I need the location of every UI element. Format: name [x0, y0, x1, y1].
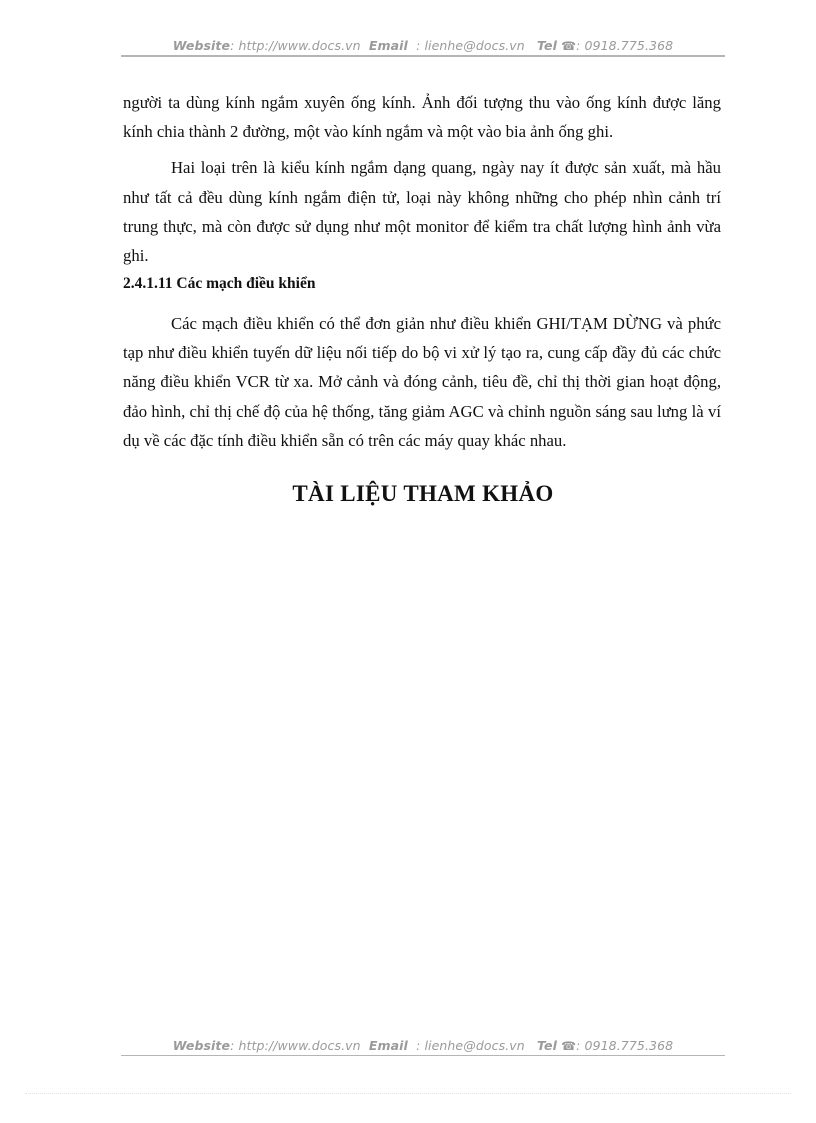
header-tel-value: : 0918.775.368 [576, 38, 674, 53]
page-bottom-edge [25, 1093, 791, 1094]
paragraph-1: người ta dùng kính ngắm xuyên ống kính. Ảnh đối tượng thu vào ống kính được lăng kính chia thành 2 đường, một vào kính ngắm và một vào bia ảnh ống ghi. [123, 93, 721, 142]
header-website-label: Website [172, 38, 231, 53]
body-block-bottom [123, 309, 721, 455]
footer-tel-label: Tel [537, 1038, 557, 1053]
footer-website-label: Website [172, 1038, 231, 1053]
section-heading: 2.4.1.11 Các mạch điều khiển [123, 275, 316, 292]
phone-icon: ☎ [561, 39, 577, 53]
header-email-link[interactable]: : lienhe@docs.vn [416, 38, 525, 53]
paragraph-2: Hai loại trên là kiểu kính ngắm dạng quang, ngày nay ít được sản xuất, mà hầu như tất cả đều dùng kính ngắm điện tử, loại này không những cho phép nhìn cảnh trí trung thực, mà còn được sử dụng như một monitor để kiểm tra chất lượng hình ảnh vừa ghi. [123, 158, 721, 266]
header-website-link[interactable]: : http://www.docs.vn [230, 38, 361, 53]
footer-website-link[interactable]: : http://www.docs.vn [230, 1038, 361, 1053]
references-title: TÀI LIỆU THAM KHẢO [292, 481, 554, 506]
footer-tel-value: : 0918.775.368 [576, 1038, 674, 1053]
header-tel-label: Tel [537, 38, 557, 53]
page-header [121, 38, 725, 53]
header-email-label: Email [368, 38, 408, 53]
page-footer [121, 1038, 725, 1053]
footer-email-link[interactable]: : lienhe@docs.vn [416, 1038, 525, 1053]
footer-email-label: Email [368, 1038, 408, 1053]
body-block-top [123, 88, 721, 270]
footer-divider [121, 1055, 725, 1056]
paragraph-3: Các mạch điều khiển có thể đơn giản như điều khiển GHI/TẠM DỪNG và phức tạp như điều khiển tuyến dữ liệu nối tiếp do bộ vi xử lý tạo ra, cung cấp đầy đủ các chức năng điều khiển VCR từ xa. Mở cảnh và đóng cảnh, tiêu đề, chỉ thị thời gian hoạt động, đảo hình, chỉ thị chế độ của hệ thống, tăng giảm AGC và chỉnh nguồn sáng sau lưng là ví dụ về các đặc tính điều khiển sẵn có trên các máy quay khác nhau. [123, 314, 721, 450]
header-divider [121, 55, 725, 57]
phone-icon: ☎ [561, 1039, 577, 1053]
